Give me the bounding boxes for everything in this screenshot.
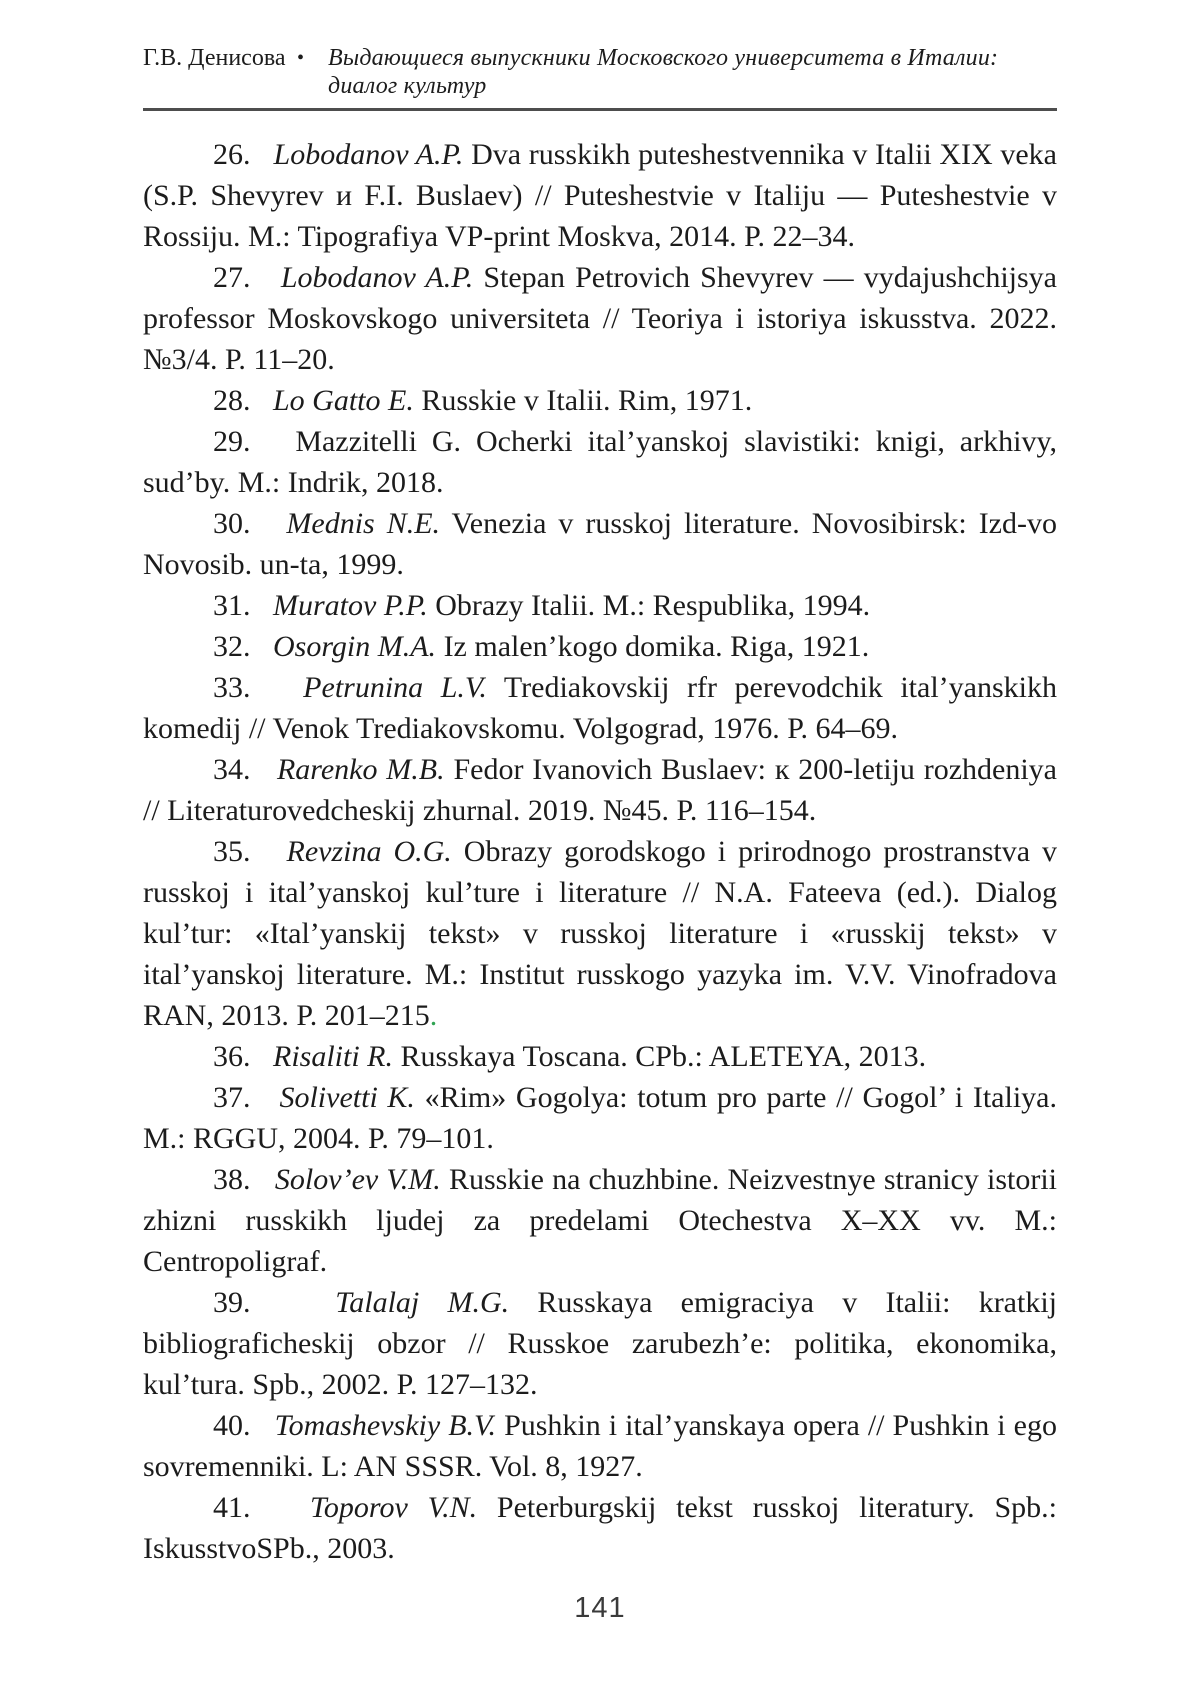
reference-text: Trediakovskij rfr perevodchik ital’yanskikh komedij // Venok Trediakovskomu. Volgograd, 1976. P. 64–69. <box>143 671 1057 745</box>
reference-text: Stepan Petrovich Shevyrev — vydajushchijsya professor Moskovskogo universiteta // Teoriya i istoriya iskusstva. 2022. №3/4. P. 11–20. <box>143 261 1057 376</box>
reference-author: Tomashevskiy B.V. <box>274 1409 497 1442</box>
page-number: 141 <box>574 1592 626 1624</box>
reference-author: Lo Gatto E. <box>273 384 414 417</box>
page-header <box>143 44 1057 100</box>
reference-number: 28. <box>213 384 251 417</box>
reference-item <box>143 503 1057 585</box>
reference-item <box>143 134 1057 257</box>
reference-author: Lobodanov A.P. <box>273 138 464 171</box>
reference-text: Pushkin i ital’yanskaya opera // Pushkin i ego sovremenniki. L: AN SSSR. Vol. 8, 1927. <box>143 1409 1057 1483</box>
reference-text: Russkaya emigraciya v Italii: kratkij bibliograficheskij obzor // Russkoe zarubezh’e: politika, ekonomika, kul’tura. Spb., 2002. P. 127–132. <box>143 1286 1058 1401</box>
reference-number: 32. <box>213 630 251 663</box>
reference-item <box>143 380 1057 421</box>
reference-number: 41. <box>213 1491 251 1524</box>
running-author: Г.В. Денисова <box>143 45 286 71</box>
reference-number: 39. <box>213 1286 251 1319</box>
reference-list <box>143 134 1057 1569</box>
reference-author: Solov’ev V.M. <box>274 1163 441 1196</box>
reference-item <box>143 831 1057 1036</box>
reference-number: 30. <box>213 507 251 540</box>
reference-item <box>143 1159 1057 1282</box>
reference-number: 35. <box>213 835 251 868</box>
bullet-separator-icon: • <box>297 47 305 69</box>
reference-text: Russkie na chuzhbine. Neizvestnye stranicy istorii zhizni russkikh ljudej za predelami Otechestva X–XX vv. M.: Centropoligraf. <box>143 1163 1057 1278</box>
reference-author: Solivetti K. <box>279 1081 415 1114</box>
reference-text: Peterburgskij tekst russkoj literatury. Spb.: IskusstvoSPb., 2003. <box>143 1491 1058 1565</box>
running-title-line2: диалог культур <box>328 73 487 99</box>
reference-author: Petrunina L.V. <box>303 671 487 704</box>
reference-text: Fedor Ivanovich Buslaev: к 200-letiju rozhdeniya // Literaturovedcheskij zhurnal. 2019. №45. P. 116–154. <box>143 753 1057 827</box>
reference-number: 29. <box>213 425 251 458</box>
reference-number: 27. <box>213 261 251 294</box>
reference-number: 34. <box>213 753 251 786</box>
reference-author: Osorgin M.A. <box>273 630 437 663</box>
reference-item <box>143 1077 1057 1159</box>
reference-number: 40. <box>213 1409 251 1442</box>
reference-text: Dva russkikh puteshestvennika v Italii XIX veka (S.P. Shevyrev и F.I. Buslaev) // Puteshestvie v Italiju — Puteshestvie v Rossiju. M.: Tipografiya VP-print Moskva, 2014. P. 22–34. <box>143 138 1057 253</box>
reference-item <box>143 749 1057 831</box>
reference-author: Toporov V.N. <box>309 1491 478 1524</box>
reference-item <box>143 1036 1057 1077</box>
reference-text: Obrazy gorodskogo i prirodnogo prostranstva v russkoj i ital’yanskoj kul’ture i literature // N.A. Fateeva (ed.). Dialog kul’tur: «Ital’yanskij tekst» v russkoj literature i «russkij tekst» v ital’yanskoj literature. M.: Institut russkogo yazyka im. V.V. Vinofradova RAN, 2013. P. 201–215 <box>143 835 1058 1032</box>
reference-number: 37. <box>213 1081 251 1114</box>
reference-author: Talalaj M.G. <box>335 1286 510 1319</box>
reference-green-period: . <box>429 999 438 1032</box>
reference-text: «Rim» Gogolya: totum pro parte // Gogol’ i Italiya. M.: RGGU, 2004. P. 79–101. <box>143 1081 1057 1155</box>
reference-number: 33. <box>213 671 251 704</box>
reference-text: Obrazy Italii. M.: Respublika, 1994. <box>427 589 871 622</box>
reference-author: Rarenko M.B. <box>276 753 445 786</box>
reference-text: Russkaya Toscana. CPb.: ALETEYA, 2013. <box>393 1040 927 1073</box>
reference-author: Muratov P.P. <box>273 589 428 622</box>
reference-item <box>143 667 1057 749</box>
reference-text: Venezia v russkoj literature. Novosibirsk: Izd-vo Novosib. un-ta, 1999. <box>143 507 1057 581</box>
reference-number: 26. <box>213 138 251 171</box>
running-title <box>328 44 998 100</box>
reference-item <box>143 626 1057 667</box>
reference-item <box>143 1405 1057 1487</box>
reference-item <box>143 257 1057 380</box>
reference-text: Russkie v Italii. Rim, 1971. <box>413 384 753 417</box>
reference-author: Mednis N.E. <box>286 507 441 540</box>
reference-text: Iz malen’kogo domika. Riga, 1921. <box>436 630 870 663</box>
reference-number: 36. <box>213 1040 251 1073</box>
reference-number: 31. <box>213 589 251 622</box>
running-title-line1: Выдающиеся выпускники Московского университета в Италии: <box>328 45 999 71</box>
reference-item <box>143 1282 1057 1405</box>
reference-item <box>143 421 1057 503</box>
reference-author: Revzina O.G. <box>286 835 452 868</box>
reference-number: 38. <box>213 1163 251 1196</box>
reference-author: Risaliti R. <box>273 1040 393 1073</box>
reference-text: Mazzitelli G. Ocherki ital’yanskoj slavistiki: knigi, arkhivy, sud’by. M.: Indrik, 2018. <box>143 425 1057 499</box>
header-rule <box>143 108 1057 111</box>
reference-author: Lobodanov A.P. <box>280 261 474 294</box>
reference-item <box>143 585 1057 626</box>
reference-item <box>143 1487 1057 1569</box>
